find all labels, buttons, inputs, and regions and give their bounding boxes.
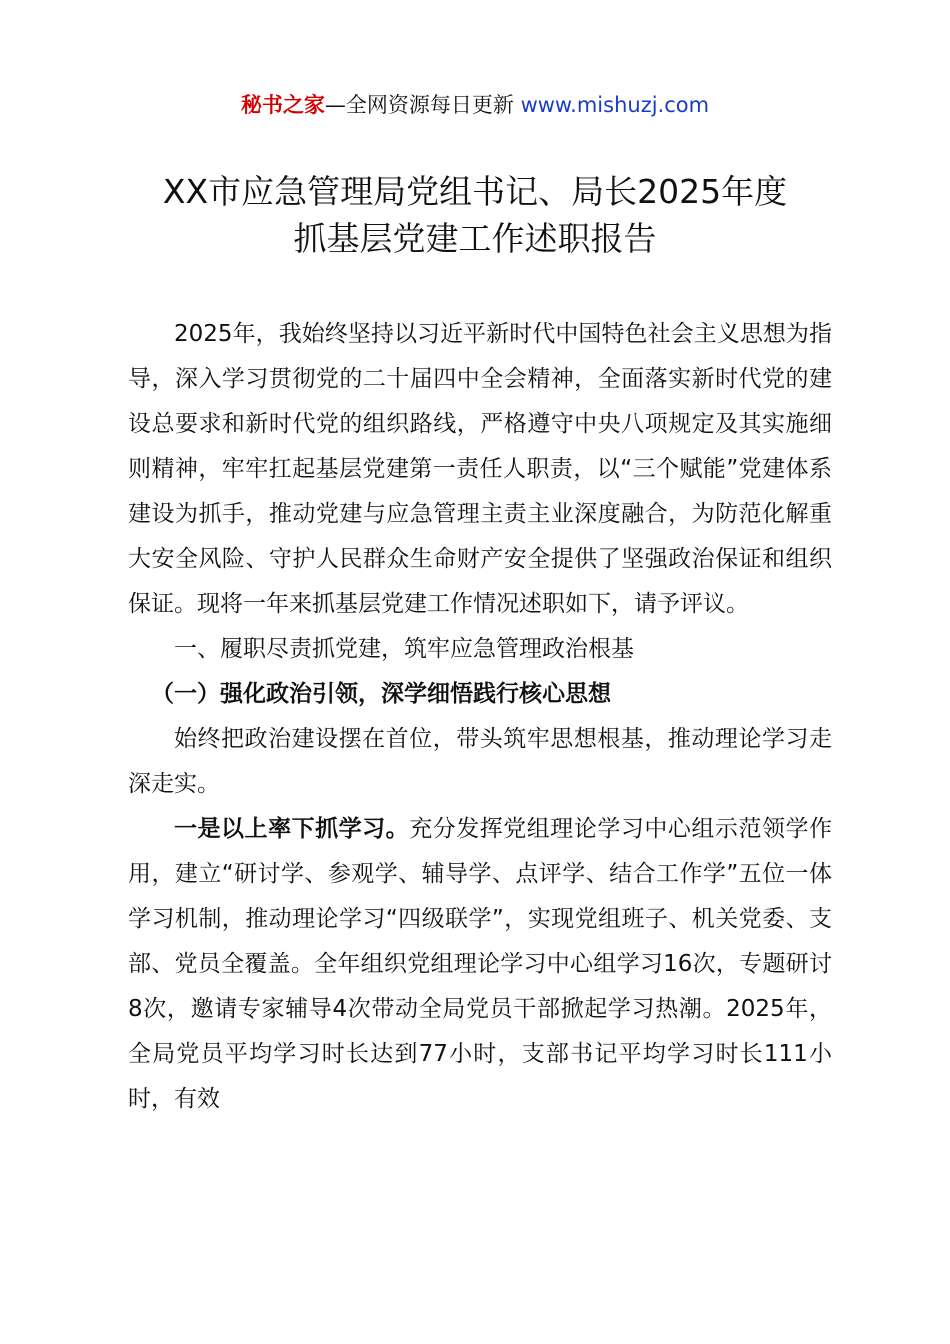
intro-paragraph: 2025年，我始终坚持以习近平新时代中国特色社会主义思想为指导，深入学习贯彻党的二十届四中全会精神，全面落实新时代党的建设总要求和新时代党的组织路线，严格遵守中央八项规定及其实施细则精神，牢牢扛起基层党建第一责任人职责，以“三个赋能”党建体系建设为抓手，推动党建与应急管理主责主业深度融合，为防范化解重大安全风险、守护人民群众生命财产安全提供了坚强政治保证和组织保证。现将一年来抓基层党建工作情况述职如下，请予评议。 — [128, 321, 832, 617]
title-line-1: XX市应急管理局党组书记、局长2025年度 — [162, 172, 788, 211]
document-title — [60, 168, 890, 262]
point-lead: 一是以上率下抓学习。 — [174, 816, 410, 842]
subsection-heading: （一）强化政治引领，深学细悟践行核心思想 — [151, 681, 611, 707]
site-url-link[interactable]: www.mishuzj.com — [520, 93, 710, 117]
point-text: 充分发挥党组理论学习中心组示范领学作用，建立“研讨学、参观学、辅导学、点评学、结合工作学”五位一体学习机制，推动理论学习“四级联学”，实现党组班子、机关党委、支部、党员全覆盖。全年组织党组理论学习中心组学习16次，专题研讨8次，邀请专家辅导4次带动全局党员干部掀起学习热潮。2025年，全局党员平均学习时长达到77小时，支部书记平均学习时长111小时，有效 — [128, 816, 833, 1112]
section-heading: 一、履职尽责抓党建，筑牢应急管理政治根基 — [174, 636, 634, 662]
subsection-intro-paragraph: 始终把政治建设摆在首位，带头筑牢思想根基，推动理论学习走深走实。 — [128, 726, 832, 797]
brand-name: 秘书之家 — [240, 93, 325, 117]
document-body — [128, 312, 832, 1122]
site-header — [0, 88, 950, 122]
header-tagline: —全网资源每日更新 — [324, 93, 521, 117]
title-line-2: 抓基层党建工作述职报告 — [293, 219, 657, 258]
point-paragraph — [128, 807, 832, 1122]
